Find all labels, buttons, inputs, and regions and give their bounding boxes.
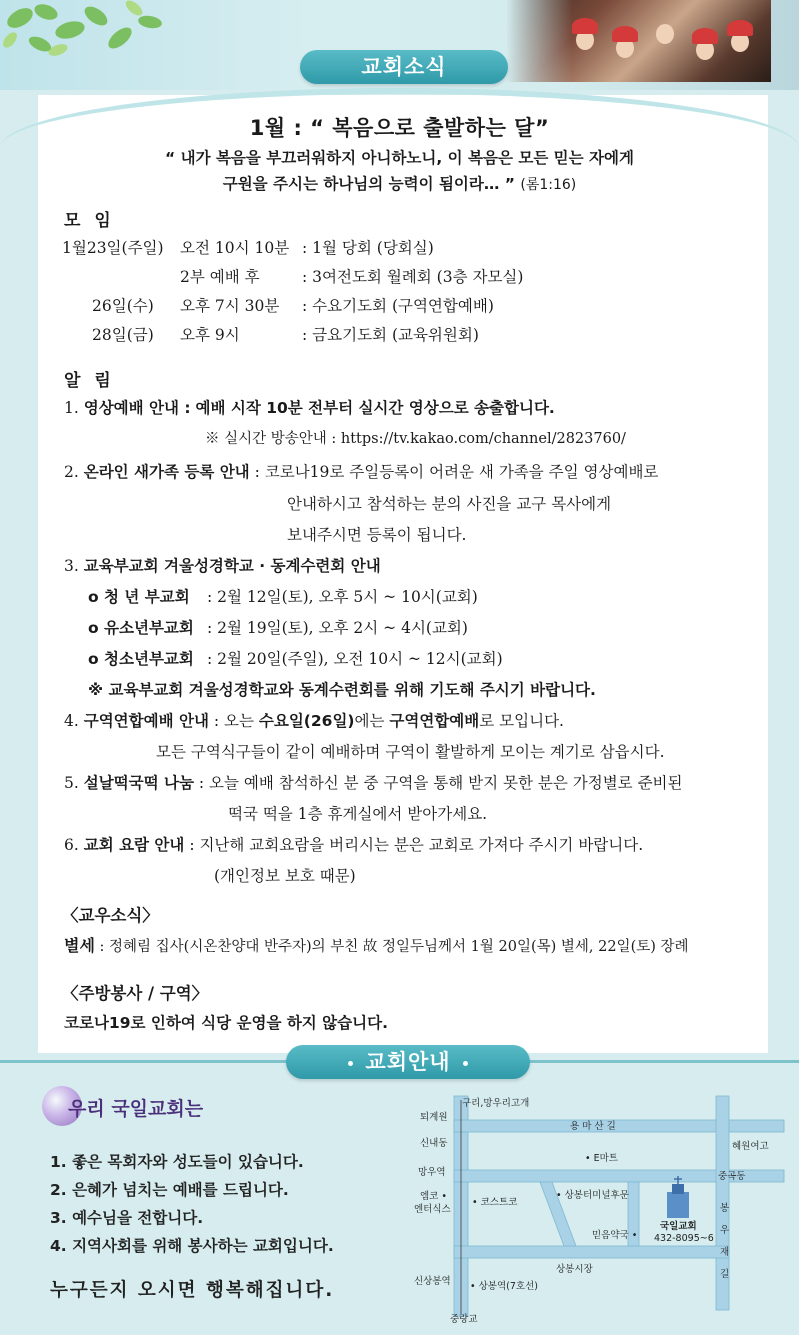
notice-text: : 지난해 교회요람을 버리시는 분은 교회로 가져다 주시기 바랍니다. [189, 836, 644, 854]
notice-number: 2. [64, 463, 79, 481]
choir-photo [506, 0, 771, 82]
members-label: 별세 [64, 936, 95, 955]
map-label: 엔터식스 [414, 1204, 451, 1215]
map-label: 신상봉역 [414, 1276, 451, 1287]
meeting-event: : 3여전도회 월례회 (3층 자모실) [302, 268, 524, 286]
map-label: 구리,망우리고개 [462, 1098, 530, 1109]
map-label: 중랑교 [450, 1314, 478, 1325]
church-feature: 3. 예수님을 전합니다. [50, 1209, 204, 1227]
map-label: 봉 [720, 1203, 730, 1214]
notice-number: 3. [64, 557, 79, 575]
notice-number: 1. [64, 399, 79, 417]
verse-line-2 [0, 172, 799, 194]
notice-emphasis: 구역연합예배 [389, 712, 480, 730]
notice-6 [64, 833, 643, 855]
guide-section-pill [286, 1045, 530, 1079]
map-label: 망우역 [418, 1167, 446, 1178]
map-label: 엠코 • [420, 1191, 447, 1202]
prayer-note: ※ 교육부교회 겨울성경학교와 동계수련회를 위해 기도해 주시기 바랍니다. [88, 681, 596, 699]
map-label: 퇴계원 [420, 1112, 448, 1123]
verse-line-2-text: 구원을 주시는 하나님의 능력이 됨이라… ” [222, 175, 515, 193]
leaves-decoration-icon [0, 0, 200, 70]
broadcast-link[interactable]: ※ 실시간 방송안내 : https://tv.kakao.com/channel/2823760/ [205, 431, 626, 447]
notice-text: 에는 [354, 712, 390, 730]
members-news [64, 933, 689, 956]
meeting-time: 오전 10시 10분 [180, 239, 290, 257]
month-theme-title: 1월 : “ 복음으로 출발하는 달” [249, 116, 550, 140]
church-feature: 2. 은혜가 넘치는 예배를 드립니다. [50, 1181, 289, 1199]
map-label: 우 [720, 1225, 730, 1236]
verse-reference: (롬1:16) [520, 177, 577, 193]
meeting-date: 1월23일(주일) [62, 239, 164, 257]
meeting-date: 28일(금) [92, 326, 154, 344]
pill-dot-icon [348, 1061, 353, 1066]
notice-title: 설날떡국떡 나눔 [83, 774, 194, 792]
church-guide-heading: 우리 국일교회는 [68, 1098, 204, 1120]
notice-emphasis: 수요일(26일) [258, 712, 355, 730]
notice-3 [64, 554, 381, 576]
map-label: 재 [720, 1247, 730, 1258]
dept-schedule: : 2월 20일(주일), 오전 10시 ~ 12시(교회) [207, 650, 503, 668]
guide-pill-label: 교회안내 [365, 1050, 451, 1074]
notice-title: 구역연합예배 안내 [83, 712, 209, 730]
church-slogan: 누구든지 오시면 행복해집니다. [50, 1280, 335, 1301]
notice-text: : 오늘 예배 참석하신 분 중 구역을 통해 받지 못한 분은 가정별로 준비된 [198, 774, 683, 792]
notice-number: 6. [64, 836, 79, 854]
notice-title: 교육부교회 겨울성경학교 · 동계수련회 안내 [83, 557, 381, 575]
map-label: • 상봉터미널후문 [556, 1190, 629, 1201]
map-label: 중곡동 [718, 1171, 746, 1182]
map-church-name: 국일교회 [660, 1221, 697, 1232]
map-label: 혜원여고 [732, 1141, 769, 1152]
verse-line-1: “ 내가 복음을 부끄러워하지 아니하노니, 이 복음은 모든 믿는 자에게 [165, 149, 634, 167]
notice-4 [64, 709, 564, 731]
notice-title: 교회 요람 안내 [83, 836, 185, 854]
dept-schedule: : 2월 12일(토), 오후 5시 ~ 10시(교회) [207, 588, 478, 606]
notices-heading: 알 림 [64, 371, 115, 391]
map-label: 용 마 산 길 [570, 1121, 616, 1132]
map-label: • 코스트코 [472, 1197, 518, 1208]
church-feature: 1. 좋은 목회자와 성도들이 있습니다. [50, 1153, 304, 1171]
map-label: 상봉시장 [556, 1264, 593, 1275]
map-church-phone: 432-8095~6 [654, 1233, 714, 1244]
notice-text: 보내주시면 등록이 됩니다. [287, 526, 467, 544]
notice-5 [64, 771, 682, 793]
notice-number: 4. [64, 712, 79, 730]
map-label: • 상봉역(7호선) [470, 1281, 538, 1292]
map-label: • E마트 [585, 1153, 618, 1164]
dept-name: o 유소년부교회 [88, 619, 194, 637]
meeting-date: 26일(수) [92, 297, 154, 315]
meeting-event: : 금요기도회 (교육위원회) [302, 326, 479, 344]
church-feature: 4. 지역사회를 위해 봉사하는 교회입니다. [50, 1237, 334, 1255]
meeting-time: 오후 9시 [180, 326, 240, 344]
notice-text: 안내하시고 참석하는 분의 사진을 교구 목사에게 [287, 495, 612, 513]
notice-title: 영상예배 안내 : [83, 399, 191, 417]
notice-text: 모든 구역식구들이 같이 예배하며 구역이 활발하게 모이는 계기로 삼읍시다. [156, 743, 665, 761]
notice-text: 떡국 떡을 1층 휴게실에서 받아가세요. [228, 805, 488, 823]
dept-schedule: : 2월 19일(토), 오후 2시 ~ 4시(교회) [207, 619, 468, 637]
notice-2 [64, 460, 658, 482]
notice-text: 예배 시작 10분 전부터 실시간 영상으로 송출합니다. [195, 399, 555, 417]
notice-1 [64, 396, 555, 418]
map-label: 믿음약국 • [592, 1230, 638, 1241]
pill-dot-icon [463, 1061, 468, 1066]
meeting-time: 2부 예배 후 [180, 268, 260, 286]
church-location-map [410, 1086, 790, 1326]
notice-number: 5. [64, 774, 79, 792]
members-text: : 정혜림 집사(시온찬양대 반주자)의 부친 故 정일두님께서 1월 20일(목) 별세, 22일(토) 장례 [99, 939, 689, 955]
news-section-pill: 교회소식 [300, 50, 508, 84]
members-heading: 〈교우소식〉 [62, 906, 159, 925]
kitchen-text: 코로나19로 인하여 식당 운영을 하지 않습니다. [64, 1014, 388, 1032]
map-road-top [454, 1120, 784, 1132]
meeting-time: 오후 7시 30분 [180, 297, 280, 315]
kitchen-heading: 〈주방봉사 / 구역〉 [62, 984, 209, 1003]
map-label: 길 [720, 1269, 730, 1280]
dept-name: o 청소년부교회 [88, 650, 194, 668]
map-label: 신내동 [420, 1138, 448, 1149]
notice-text: (개인정보 보호 때문) [214, 867, 356, 885]
meeting-event: : 수요기도회 (구역연합예배) [302, 297, 494, 315]
notice-text: 로 모입니다. [479, 712, 564, 730]
notice-text: : 코로나19로 주일등록이 어려운 새 가족을 주일 영상예배로 [254, 463, 659, 481]
notice-title: 온라인 새가족 등록 안내 [83, 463, 250, 481]
dept-name: o 청 년 부교회 [88, 588, 190, 606]
map-road-lower [454, 1246, 729, 1258]
meetings-heading: 모 임 [64, 211, 115, 231]
meeting-event: : 1월 당회 (당회실) [302, 239, 434, 257]
notice-text: : 오는 [213, 712, 259, 730]
